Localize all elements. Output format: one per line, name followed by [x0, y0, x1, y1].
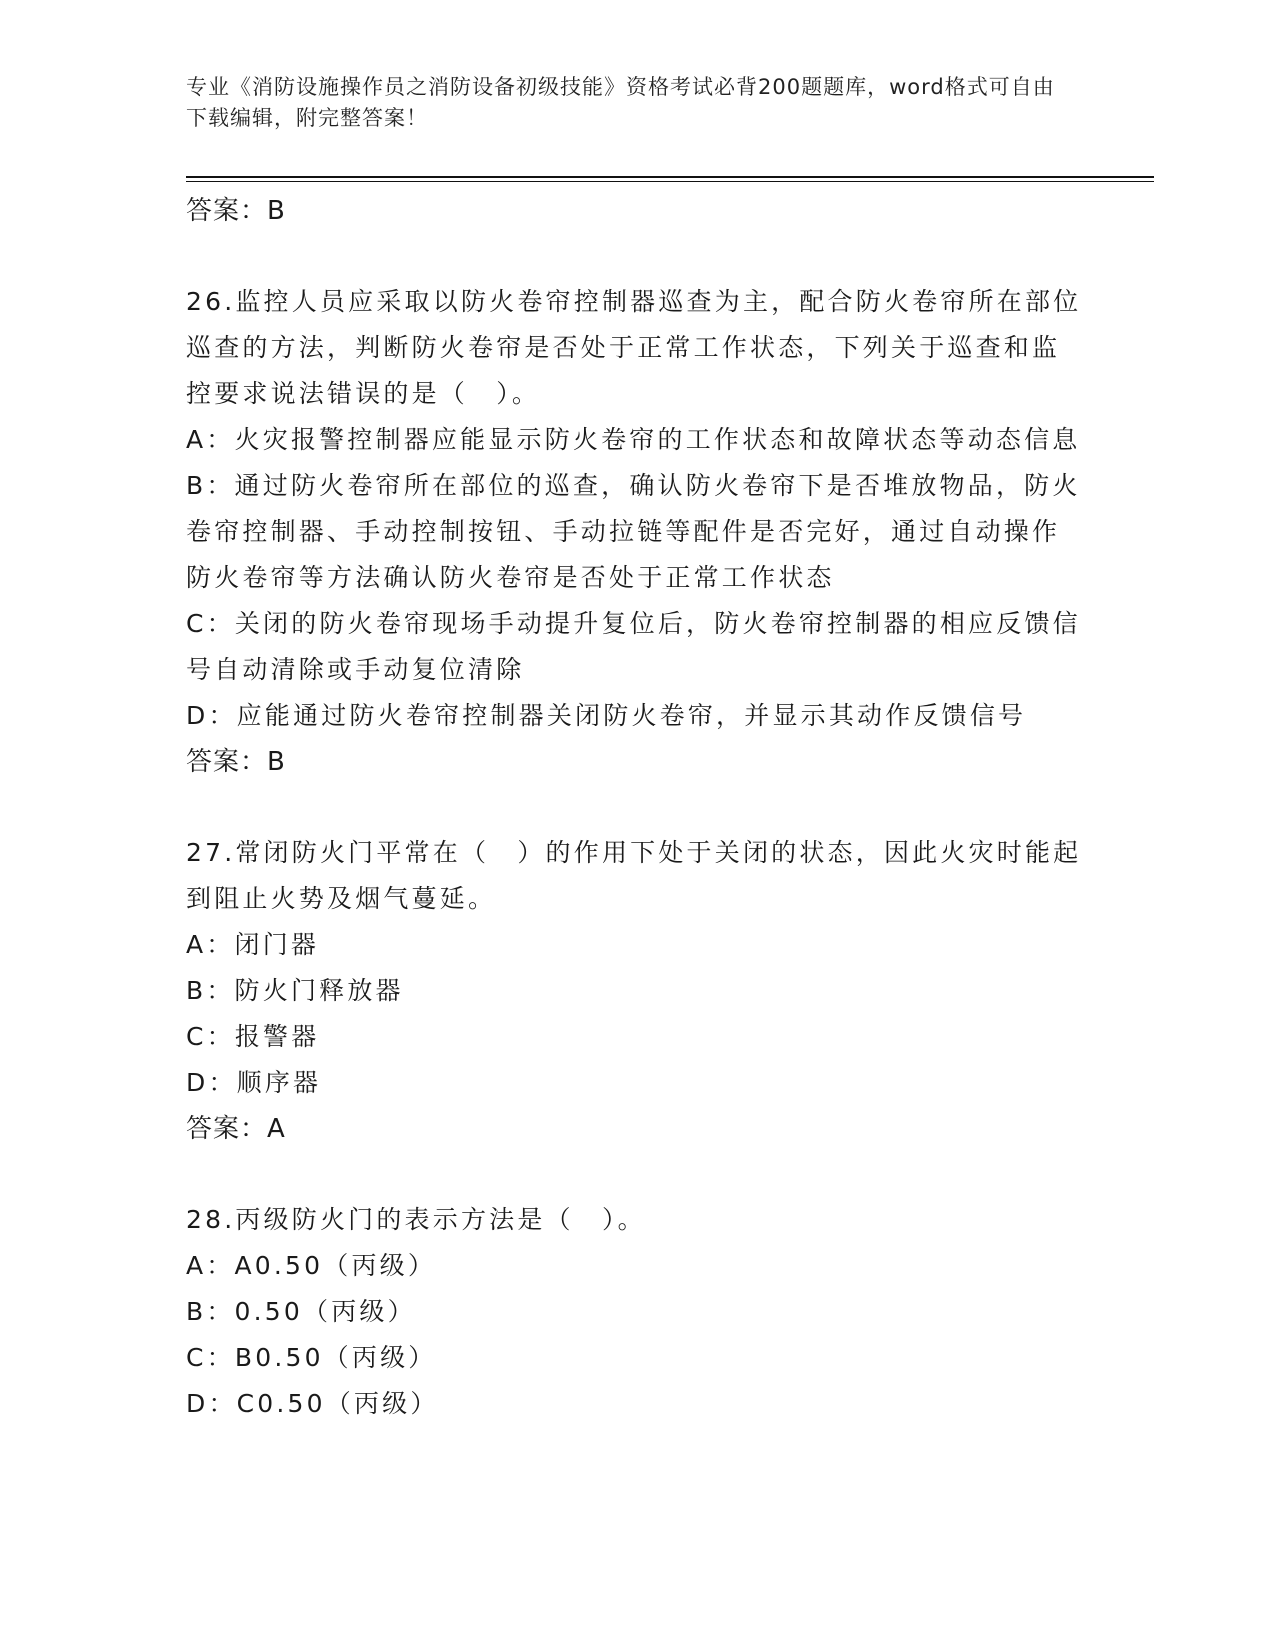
header-rule-thin: [186, 181, 1154, 182]
question-block: [186, 1197, 1086, 1427]
option-a: A：闭门器: [186, 930, 320, 959]
question-stem: 26.监控人员应采取以防火卷帘控制器巡查为主，配合防火卷帘所在部位巡查的方法，判断防火卷帘是否处于正常工作状态，下列关于巡查和监控要求说法错误的是（ ）。: [186, 287, 1082, 408]
option-b: B：防火门释放器: [186, 976, 404, 1005]
question-block: [186, 830, 1086, 1152]
option-b: B：0.50（丙级）: [186, 1297, 416, 1326]
spacer: [186, 234, 1086, 279]
document-body: [186, 188, 1086, 1427]
option-b: B：通过防火卷帘所在部位的巡查，确认防火卷帘下是否堆放物品，防火卷帘控制器、手动控制按钮、手动拉链等配件是否完好，通过自动操作防火卷帘等方法确认防火卷帘是否处于正常工作状态: [186, 471, 1081, 592]
question-stem: 27.常闭防火门平常在（ ）的作用下处于关闭的状态，因此火灾时能起到阻止火势及烟气蔓延。: [186, 838, 1082, 913]
page-header: 专业《消防设施操作员之消防设备初级技能》资格考试必背200题题库，word格式可自由下载编辑，附完整答案！: [186, 75, 1055, 130]
question-stem: 28.丙级防火门的表示方法是（ ）。: [186, 1205, 646, 1234]
option-c: C：关闭的防火卷帘现场手动提升复位后，防火卷帘控制器的相应反馈信号自动清除或手动复位清除: [186, 609, 1081, 684]
question-block: [186, 279, 1086, 785]
spacer: [186, 785, 1086, 830]
option-d: D：顺序器: [186, 1068, 322, 1097]
option-d: D：应能通过防火卷帘控制器关闭防火卷帘，并显示其动作反馈信号: [186, 701, 1027, 730]
header-rule-thick: [186, 176, 1154, 178]
answer-line: 答案：B: [186, 747, 286, 777]
option-d: D：C0.50（丙级）: [186, 1389, 439, 1418]
option-c: C：报警器: [186, 1022, 320, 1051]
option-a: A：火灾报警控制器应能显示防火卷帘的工作状态和故障状态等动态信息: [186, 425, 1081, 454]
option-c: C：B0.50（丙级）: [186, 1343, 437, 1372]
spacer: [186, 1152, 1086, 1197]
option-a: A：A0.50（丙级）: [186, 1251, 437, 1280]
answer-line: 答案：A: [186, 1114, 286, 1144]
answer-line: 答案：B: [186, 196, 286, 226]
